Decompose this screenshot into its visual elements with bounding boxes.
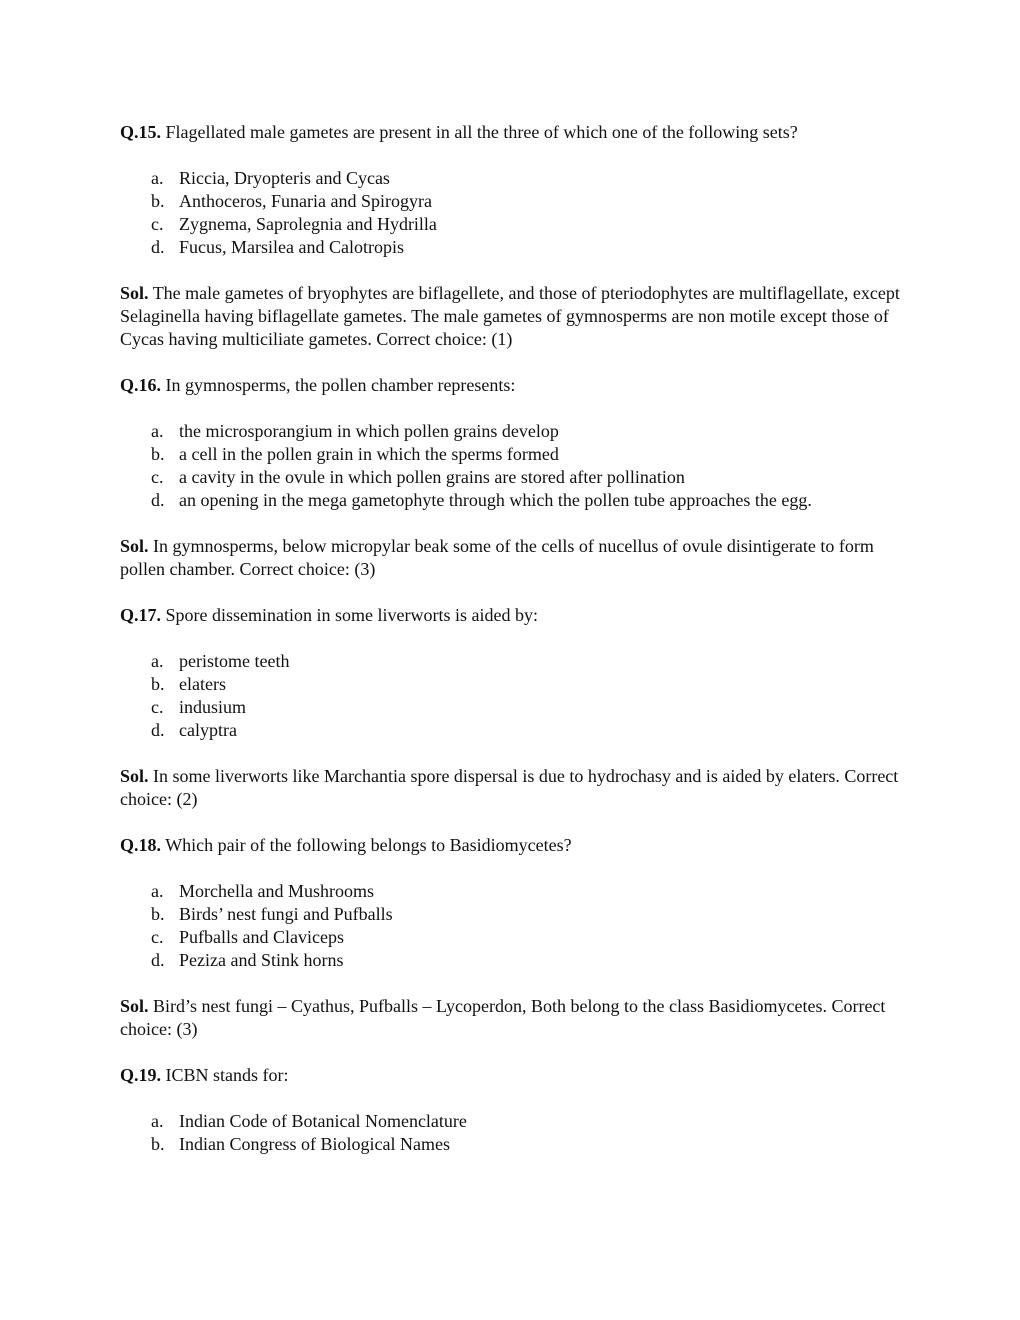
question-label: Q.17.	[120, 605, 162, 625]
option-letter: b.	[151, 674, 165, 694]
solution-body: The male gametes of bryophytes are biflagellete, and those of pteriodophytes are multiflagellate, except Selaginella having biflagellate gametes. The male gametes of gymnosperms are non motile except those of Cycas having multiciliate gametes. Correct choice: (1)	[120, 283, 900, 349]
option-text: an opening in the mega gametophyte through which the pollen tube approaches the egg.	[179, 490, 812, 510]
option-letter: a.	[151, 421, 164, 441]
question-18-solution	[120, 995, 910, 1041]
question-18	[120, 834, 910, 1041]
option-letter: c.	[151, 927, 164, 947]
solution-body: In gymnosperms, below micropylar beak some of the cells of nucellus of ovule disintigerate to form pollen chamber. Correct choice: (3)	[120, 536, 874, 579]
option-a	[120, 167, 910, 190]
option-c	[120, 466, 910, 489]
option-letter: b.	[151, 191, 165, 211]
question-17-text	[120, 604, 910, 627]
question-body: Which pair of the following belongs to Basidiomycetes?	[161, 835, 572, 855]
option-b	[120, 903, 910, 926]
option-letter: a.	[151, 1111, 164, 1131]
option-text: a cell in the pollen grain in which the sperms formed	[179, 444, 559, 464]
option-b	[120, 673, 910, 696]
option-c	[120, 926, 910, 949]
question-15-solution	[120, 282, 910, 351]
solution-body: In some liverworts like Marchantia spore dispersal is due to hydrochasy and is aided by elaters. Correct choice: (2)	[120, 766, 899, 809]
question-body: ICBN stands for:	[161, 1065, 289, 1085]
question-label: Q.15.	[120, 122, 162, 142]
option-a	[120, 420, 910, 443]
option-text: peristome teeth	[179, 651, 290, 671]
option-letter: d.	[151, 490, 165, 510]
option-letter: c.	[151, 467, 164, 487]
option-letter: c.	[151, 214, 164, 234]
question-17-solution	[120, 765, 910, 811]
option-text: indusium	[179, 697, 247, 717]
option-text: the microsporangium in which pollen grains develop	[179, 421, 559, 441]
question-body: In gymnosperms, the pollen chamber represents:	[161, 375, 516, 395]
option-letter: a.	[151, 881, 164, 901]
question-body: Flagellated male gametes are present in all the three of which one of the following sets?	[161, 122, 798, 142]
solution-body: Bird’s nest fungi – Cyathus, Pufballs – Lycoperdon, Both belong to the class Basidiomycetes. Correct choice: (3)	[120, 996, 886, 1039]
question-19-text	[120, 1064, 910, 1087]
option-letter: b.	[151, 444, 165, 464]
question-label: Q.19.	[120, 1065, 162, 1085]
option-a	[120, 880, 910, 903]
option-text: Pufballs and Claviceps	[179, 927, 344, 947]
option-letter: a.	[151, 651, 164, 671]
option-d	[120, 949, 910, 972]
question-label: Q.18.	[120, 835, 162, 855]
option-letter: b.	[151, 904, 165, 924]
question-label: Q.16.	[120, 375, 162, 395]
question-18-text	[120, 834, 910, 857]
option-text: Peziza and Stink horns	[179, 950, 344, 970]
option-b	[120, 443, 910, 466]
option-letter: d.	[151, 950, 165, 970]
question-body: Spore dissemination in some liverworts is aided by:	[161, 605, 538, 625]
question-16-options	[120, 420, 910, 512]
option-text: Fucus, Marsilea and Calotropis	[179, 237, 404, 257]
option-letter: a.	[151, 168, 164, 188]
option-text: Morchella and Mushrooms	[179, 881, 374, 901]
question-19	[120, 1064, 910, 1156]
option-text: Riccia, Dryopteris and Cycas	[179, 168, 390, 188]
solution-label: Sol.	[120, 283, 149, 303]
option-d	[120, 236, 910, 259]
option-text: Birds’ nest fungi and Pufballs	[179, 904, 393, 924]
solution-label: Sol.	[120, 766, 149, 786]
option-text: Zygnema, Saprolegnia and Hydrilla	[179, 214, 437, 234]
option-letter: d.	[151, 720, 165, 740]
option-letter: d.	[151, 237, 165, 257]
question-17	[120, 604, 910, 811]
question-16-solution	[120, 535, 910, 581]
option-text: Indian Code of Botanical Nomenclature	[179, 1111, 467, 1131]
option-letter: c.	[151, 697, 164, 717]
question-18-options	[120, 880, 910, 972]
option-text: a cavity in the ovule in which pollen grains are stored after pollination	[179, 467, 685, 487]
question-16	[120, 374, 910, 581]
question-17-options	[120, 650, 910, 742]
option-a	[120, 1110, 910, 1133]
option-b	[120, 1133, 910, 1156]
solution-label: Sol.	[120, 996, 149, 1016]
option-letter: b.	[151, 1134, 165, 1154]
option-d	[120, 719, 910, 742]
option-text: elaters	[179, 674, 226, 694]
option-d	[120, 489, 910, 512]
option-c	[120, 213, 910, 236]
page-content	[120, 121, 910, 1179]
option-text: Anthoceros, Funaria and Spirogyra	[179, 191, 432, 211]
question-15-options	[120, 167, 910, 259]
option-text: calyptra	[179, 720, 237, 740]
solution-label: Sol.	[120, 536, 149, 556]
option-b	[120, 190, 910, 213]
question-19-options	[120, 1110, 910, 1156]
option-c	[120, 696, 910, 719]
option-text: Indian Congress of Biological Names	[179, 1134, 450, 1154]
option-a	[120, 650, 910, 673]
question-15	[120, 121, 910, 351]
question-16-text	[120, 374, 910, 397]
question-15-text	[120, 121, 910, 144]
